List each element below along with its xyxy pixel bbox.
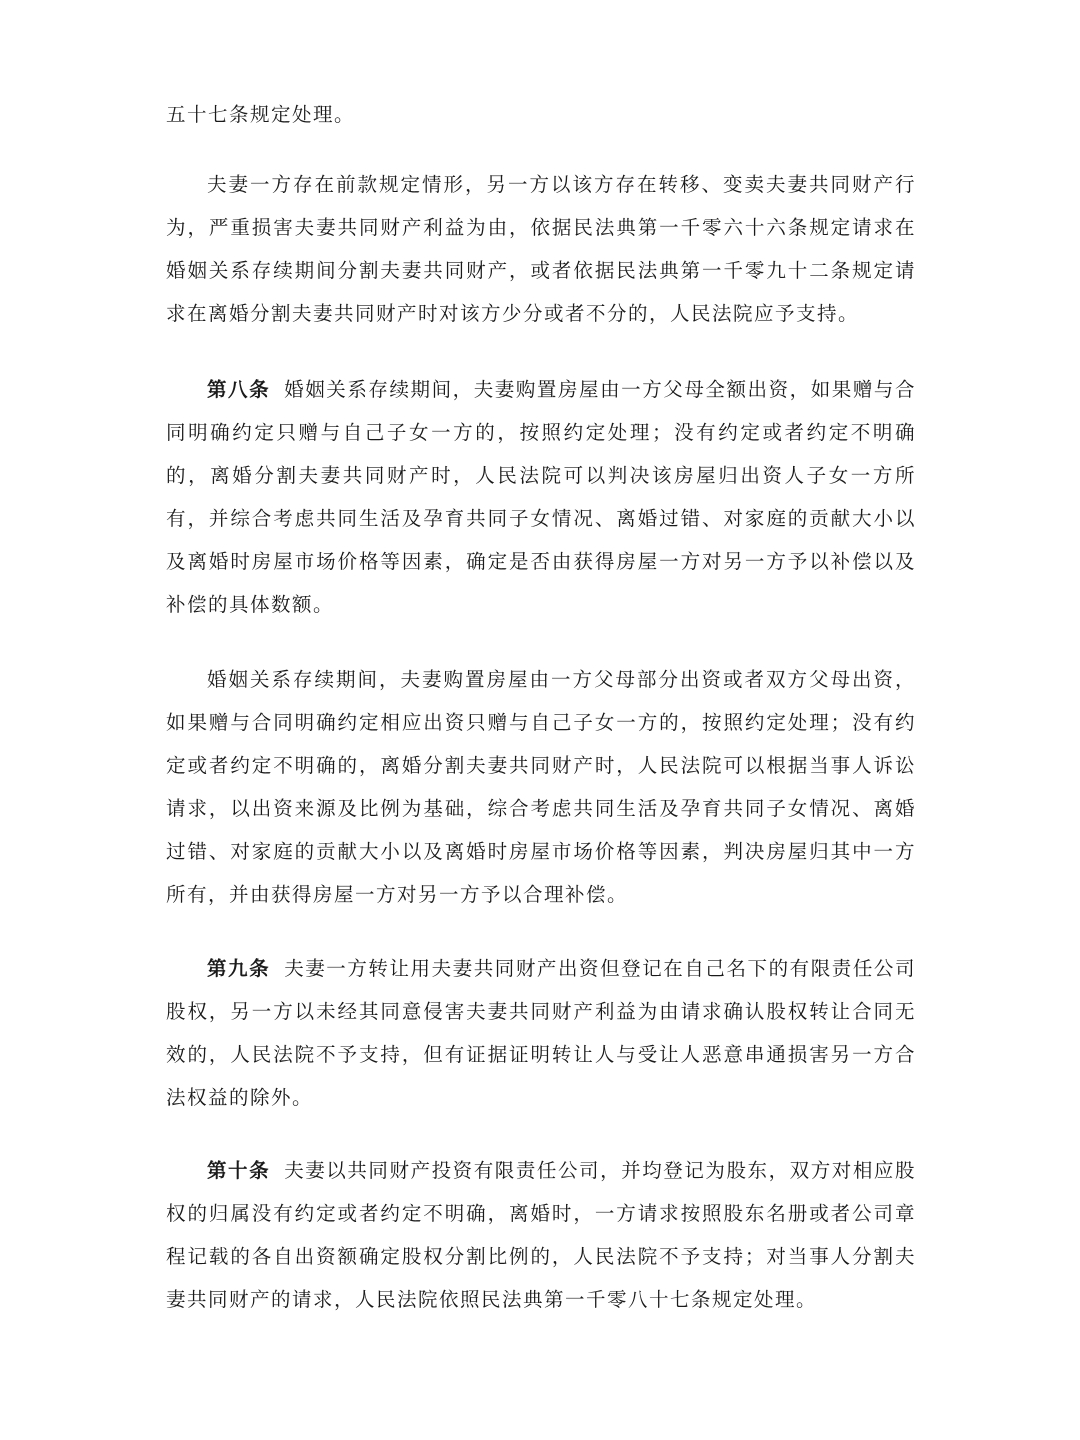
paragraph-article-8 — [166, 368, 916, 626]
paragraph-text: 夫妻以共同财产投资有限责任公司，并均登记为股东，双方对相应股权的归属没有约定或者约定不明确，离婚时，一方请求按照股东名册或者公司章程记载的各自出资额确定股权分割比例的，人民法院不予支持；对当事人分割夫妻共同财产的请求，人民法院依照民法典第一千零八十七条规定处理。 — [166, 1159, 916, 1311]
paragraph-article-10 — [166, 1149, 916, 1321]
paragraph-text: 婚姻关系存续期间，夫妻购置房屋由一方父母全额出资，如果赠与合同明确约定只赠与自己子女一方的，按照约定处理；没有约定或者约定不明确的，离婚分割夫妻共同财产时，人民法院可以判决该房屋归出资人子女一方所有，并综合考虑共同生活及孕育共同子女情况、离婚过错、对家庭的贡献大小以及离婚时房屋市场价格等因素，确定是否由获得房屋一方对另一方予以补偿以及补偿的具体数额。 — [166, 378, 916, 616]
paragraph-article-7-clause-2 — [166, 163, 916, 335]
article-heading: 第九条 — [207, 957, 271, 980]
paragraph-text: 夫妻一方转让用夫妻共同财产出资但登记在自己名下的有限责任公司股权，另一方以未经其同意侵害夫妻共同财产利益为由请求确认股权转让合同无效的，人民法院不予支持，但有证据证明转让人与受让人恶意串通损害另一方合法权益的除外。 — [166, 957, 916, 1109]
article-heading: 第八条 — [207, 378, 271, 401]
paragraph-text: 夫妻一方存在前款规定情形，另一方以该方存在转移、变卖夫妻共同财产行为，严重损害夫妻共同财产利益为由，依据民法典第一千零六十六条规定请求在婚姻关系存续期间分割夫妻共同财产，或者依据民法典第一千零九十二条规定请求在离婚分割夫妻共同财产时对该方少分或者不分的，人民法院应予支持。 — [166, 173, 916, 325]
paragraph-text: 婚姻关系存续期间，夫妻购置房屋由一方父母部分出资或者双方父母出资，如果赠与合同明确约定相应出资只赠与自己子女一方的，按照约定处理；没有约定或者约定不明确的，离婚分割夫妻共同财产时，人民法院可以根据当事人诉讼请求，以出资来源及比例为基础，综合考虑共同生活及孕育共同子女情况、离婚过错、对家庭的贡献大小以及离婚时房屋市场价格等因素，判决房屋归其中一方所有，并由获得房屋一方对另一方予以合理补偿。 — [166, 668, 916, 906]
paragraph-continuation — [166, 93, 916, 136]
article-heading: 第十条 — [207, 1159, 271, 1182]
paragraph-article-9 — [166, 947, 916, 1119]
paragraph-article-8-clause-2 — [166, 658, 916, 916]
paragraph-text: 五十七条规定处理。 — [166, 103, 356, 126]
